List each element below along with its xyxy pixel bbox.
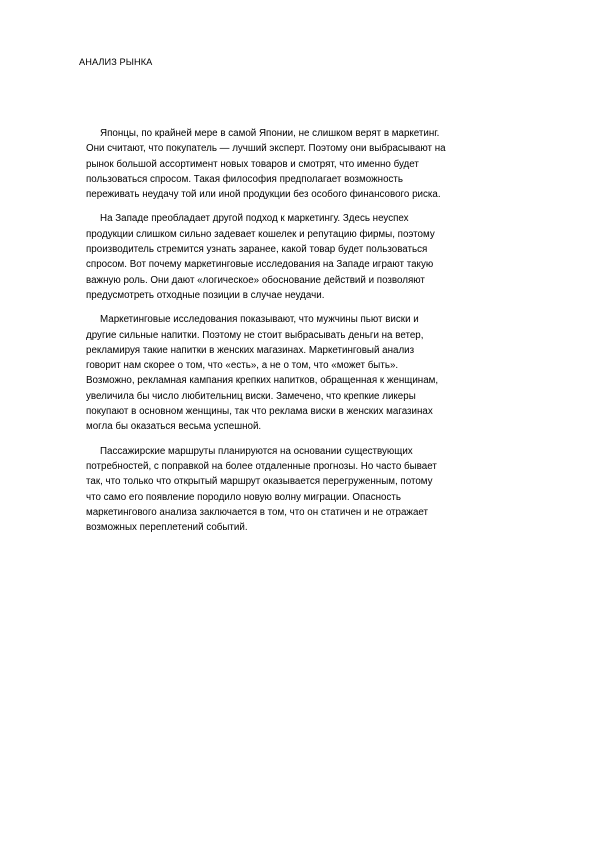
text-line: рынок большой ассортимент новых товаров и смотрят, что именно будет [86, 158, 419, 170]
text-line: Японцы, по крайней мере в самой Японии, не слишком верят в маркетинг. [100, 128, 440, 139]
text-line: говорит нам скорее о том, что «есть», а не о том, что «может быть». [86, 360, 399, 372]
text-line: что само его появление породило новую волну миграции. Опасность [86, 491, 401, 503]
text-line: Маркетинговые исследования показывают, что мужчины пьют виски и [100, 314, 419, 326]
text-line: покупают в основном женщины, так что реклама виски в женских магазинах [86, 406, 433, 418]
text-line: пользоваться спросом. Такая философия предполагает возможность [86, 173, 404, 185]
document-body [86, 126, 556, 544]
text-line: спросом. Вот почему маркетинговые исследования на Западе играют такую [86, 259, 434, 271]
paragraph-passenger-routes [86, 444, 556, 536]
text-line: Пассажирские маршруты планируются на основании существующих [100, 445, 413, 457]
paragraph-western-approach [86, 211, 556, 303]
text-line: Возможно, рекламная кампания крепких напитков, обращенная к женщинам, [86, 375, 439, 387]
document-title: АНАЛИЗ РЫНКА [79, 57, 153, 67]
text-line: На Западе преобладает другой подход к маркетингу. Здесь неуспех [100, 213, 409, 225]
text-line: предусмотреть отходные позиции в случае неудачи. [86, 289, 325, 301]
text-line: так, что только что открытый маршрут оказывается перегруженным, потому [86, 476, 433, 488]
text-line: Они считают, что покупатель — лучший эксперт. Поэтому они выбрасывают на [86, 143, 446, 155]
text-line: маркетингового анализа заключается в том, что он статичен и не отражает [86, 506, 429, 518]
text-line: увеличила бы число любительниц виски. Замечено, что крепкие ликеры [86, 390, 416, 402]
text-line: продукции слишком сильно задевает кошелек и репутацию фирмы, поэтому [86, 228, 435, 240]
text-line: важную роль. Они дают «логическое» обоснование действий и позволяют [86, 274, 425, 286]
text-line: переживать неудачу той или иной продукции без особого финансового риска. [86, 189, 441, 201]
text-line: производитель стремится узнать заранее, какой товар будет пользоваться [86, 244, 428, 256]
paragraph-japan-approach [86, 126, 556, 202]
text-line: рекламируя такие напитки в женских магазинах. Маркетинговый анализ [86, 344, 415, 356]
text-line: могла бы оказаться весьма успешной. [86, 421, 262, 433]
paragraph-research-example [86, 312, 556, 434]
text-line: другие сильные напитки. Поэтому не стоит выбрасывать деньги на ветер, [86, 329, 424, 341]
text-line: возможных переплетений событий. [86, 522, 248, 534]
text-line: потребностей, с поправкой на более отдаленные прогнозы. Но часто бывает [86, 460, 437, 472]
